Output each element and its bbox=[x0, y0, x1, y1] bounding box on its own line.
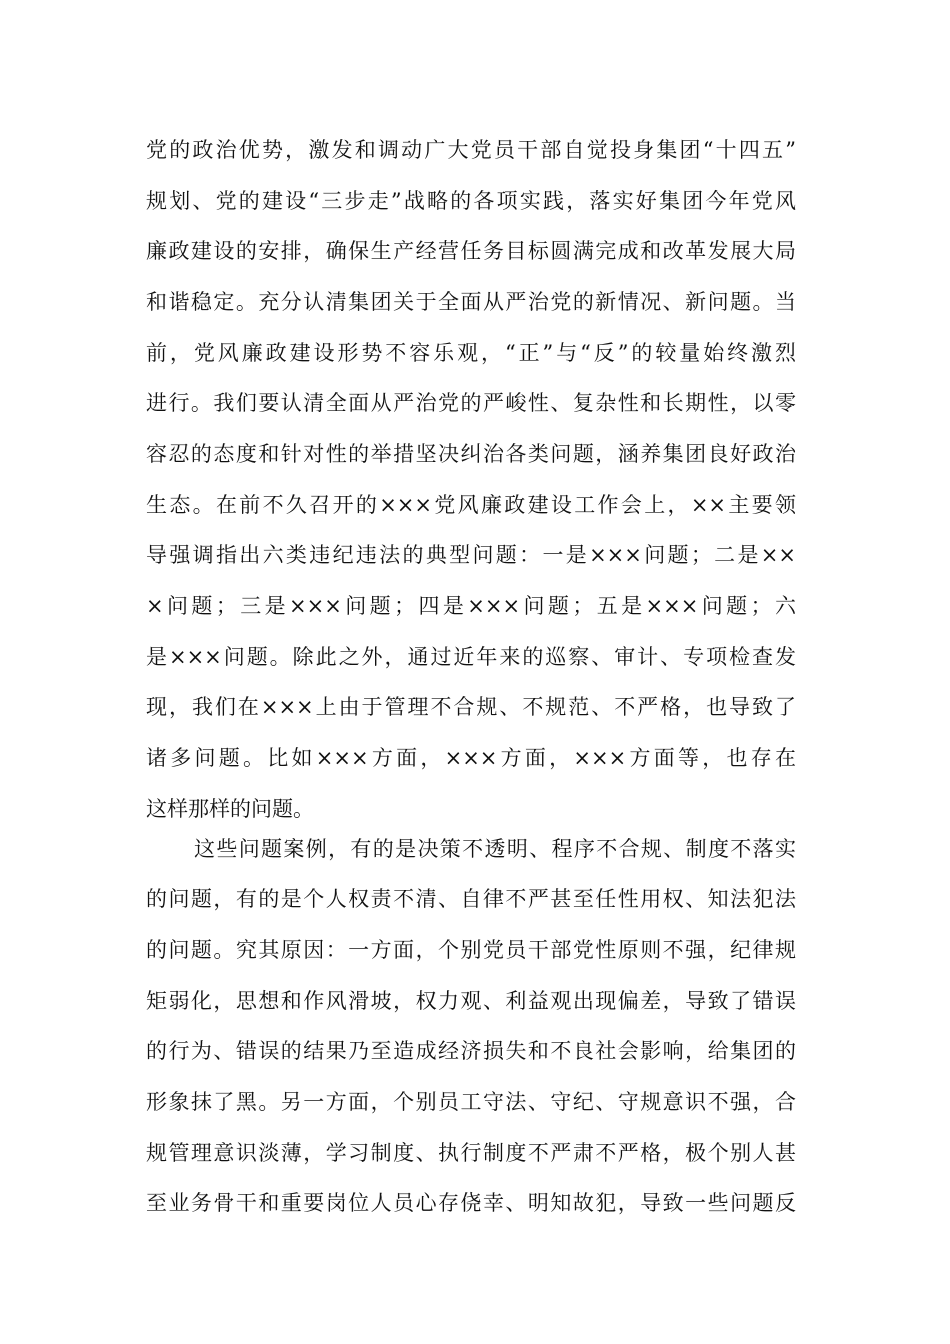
paragraph-1-line: 现，我们在×××上由于管理不合规、不规范、不严格，也导致了 bbox=[146, 695, 796, 719]
paragraph-1-line: 诸多问题。比如×××方面，×××方面，×××方面等，也存在 bbox=[146, 746, 796, 770]
paragraph-1-line: ×问题；三是×××问题；四是×××问题；五是×××问题；六 bbox=[146, 594, 796, 618]
paragraph-1-line: 生态。在前不久召开的×××党风廉政建设工作会上，××主要领 bbox=[146, 493, 796, 517]
paragraph-2-line: 规管理意识淡薄，学习制度、执行制度不严肃不严格，极个别人甚 bbox=[146, 1141, 796, 1165]
paragraph-1-line: 党的政治优势，激发和调动广大党员干部自觉投身集团“十四五” bbox=[146, 138, 796, 162]
paragraph-2-line: 的问题。究其原因：一方面，个别党员干部党性原则不强，纪律规 bbox=[146, 938, 796, 962]
paragraph-1-line: 这样那样的问题。 bbox=[146, 797, 314, 821]
paragraph-2-line: 矩弱化，思想和作风滑坡，权力观、利益观出现偏差，导致了错误 bbox=[146, 989, 796, 1013]
paragraph-1-line: 廉政建设的安排，确保生产经营任务目标圆满完成和改革发展大局 bbox=[146, 239, 796, 263]
paragraph-1-line: 前，党风廉政建设形势不容乐观，“正”与“反”的较量始终激烈 bbox=[146, 341, 796, 365]
paragraph-1-line: 是×××问题。除此之外，通过近年来的巡察、审计、专项检查发 bbox=[146, 645, 796, 669]
paragraph-1-line: 导强调指出六类违纪违法的典型问题：一是×××问题；二是×× bbox=[146, 543, 796, 567]
paragraph-1-line: 进行。我们要认清全面从严治党的严峻性、复杂性和长期性，以零 bbox=[146, 391, 796, 415]
paragraph-1-line: 规划、党的建设“三步走”战略的各项实践，落实好集团今年党风 bbox=[146, 189, 796, 213]
paragraph-2-line: 的问题，有的是个人权责不清、自律不严甚至任性用权、知法犯法 bbox=[146, 887, 796, 911]
paragraph-2-line: 这些问题案例，有的是决策不透明、程序不合规、制度不落实 bbox=[194, 837, 796, 861]
paragraph-2-line: 至业务骨干和重要岗位人员心存侥幸、明知故犯，导致一些问题反 bbox=[146, 1191, 796, 1215]
paragraph-1-line: 和谐稳定。充分认清集团关于全面从严治党的新情况、新问题。当 bbox=[146, 290, 796, 314]
paragraph-2-line: 形象抹了黑。另一方面，个别员工守法、守纪、守规意识不强，合 bbox=[146, 1090, 796, 1114]
paragraph-1-line: 容忍的态度和针对性的举措坚决纠治各类问题，涵养集团良好政治 bbox=[146, 442, 796, 466]
paragraph-2-line: 的行为、错误的结果乃至造成经济损失和不良社会影响，给集团的 bbox=[146, 1039, 796, 1063]
